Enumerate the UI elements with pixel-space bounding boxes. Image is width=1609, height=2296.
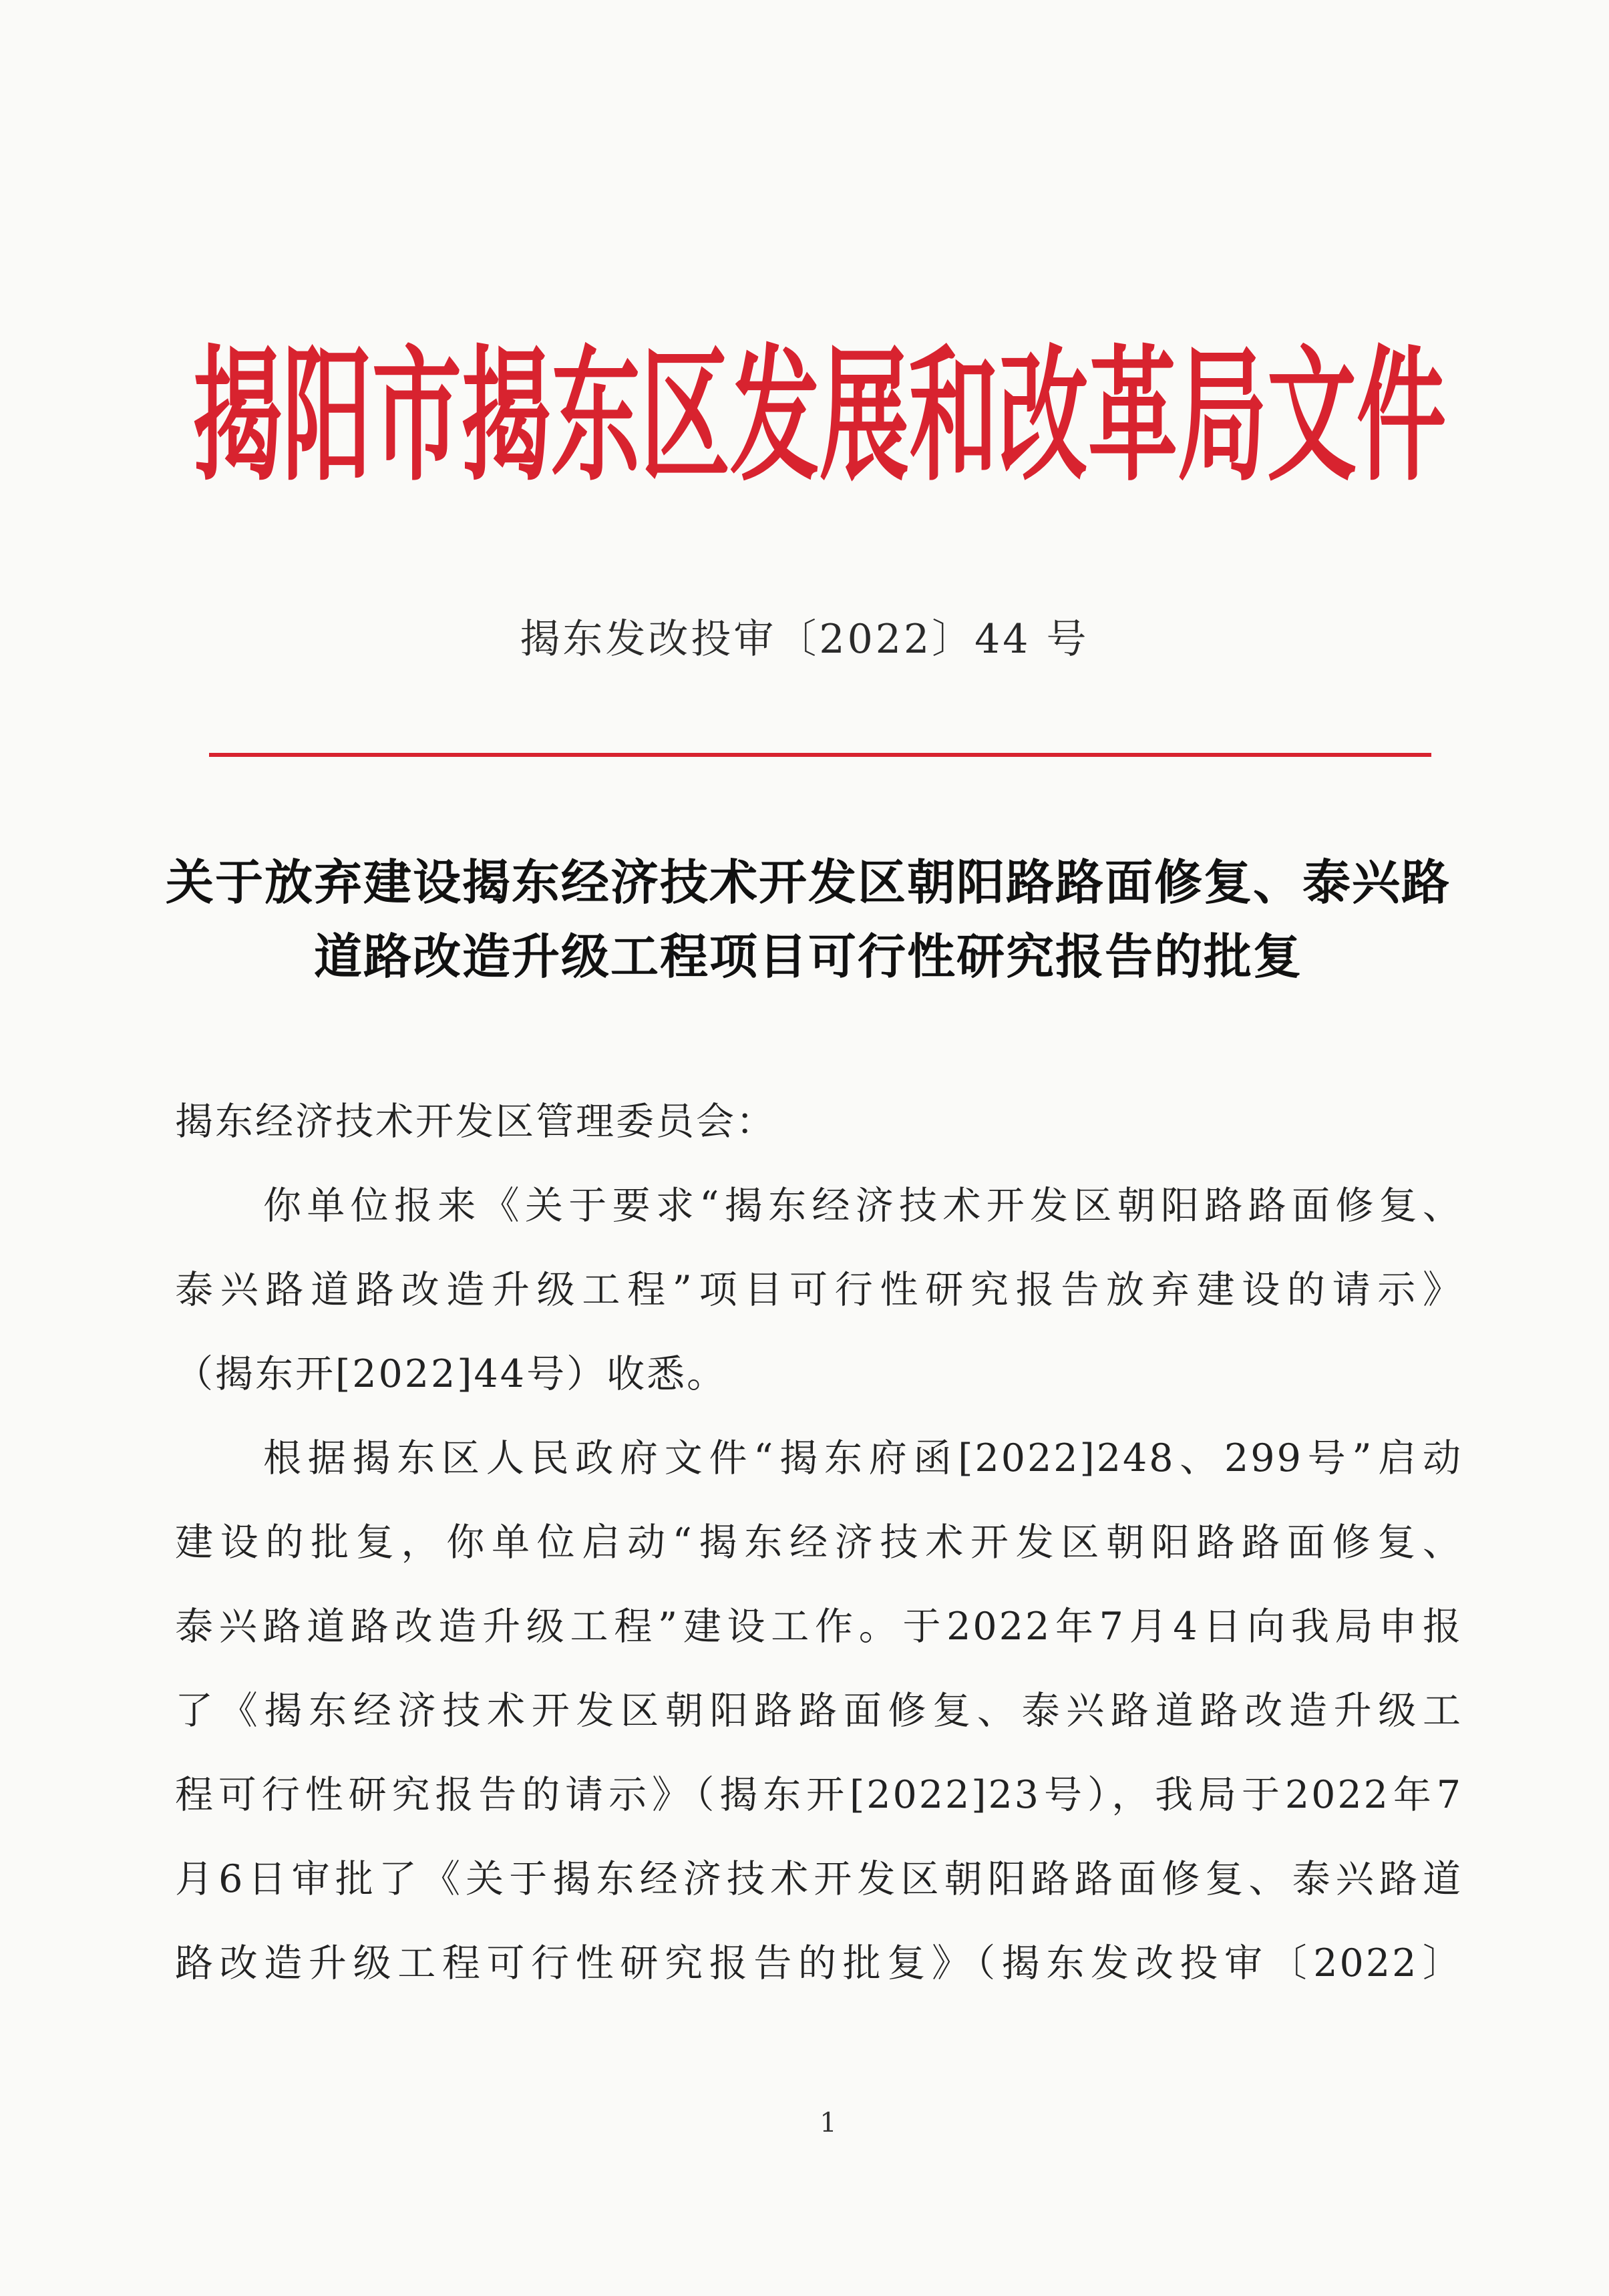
- document-number: 揭东发改投审〔2022〕44 号: [520, 616, 1089, 663]
- paragraph-2: [175, 1416, 1463, 2005]
- document-body: [175, 1080, 1463, 2005]
- document-title-line: 关于放弃建设揭东经济技术开发区朝阳路路面修复、泰兴路: [165, 854, 1451, 911]
- document-title: [13, 845, 1603, 993]
- salutation: 揭东经济技术开发区管理委员会：: [175, 1100, 776, 1144]
- paragraph-line: 你单位报来《关于要求“揭东经济技术开发区朝阳路路面修复、: [263, 1184, 1463, 1228]
- paragraph-line: 路改造升级工程可行性研究报告的批复》（揭东发改投审〔2022〕: [175, 1941, 1463, 1985]
- paragraph-line: 了《揭东经济技术开发区朝阳路路面修复、泰兴路道路改造升级工: [175, 1689, 1463, 1733]
- paragraph-line: 根据揭东区人民政府文件“揭东府函[2022]248、299号”启动: [263, 1436, 1463, 1480]
- paragraph-line: 月6日审批了《关于揭东经济技术开发区朝阳路路面修复、泰兴路道: [175, 1857, 1463, 1901]
- paragraph-line: 泰兴路道路改造升级工程”项目可行性研究报告放弃建设的请示》: [175, 1268, 1463, 1312]
- paragraph-1: [175, 1164, 1463, 1416]
- document-title-line: 道路改造升级工程项目可行性研究报告的批复: [313, 928, 1302, 985]
- paragraph-line: 程可行性研究报告的请示》（揭东开[2022]23号），我局于2022年7: [175, 1773, 1463, 1817]
- page-number: 1: [820, 2108, 837, 2138]
- masthead-title: 揭阳市揭东区发展和改革局文件: [192, 330, 1446, 501]
- red-divider-line: [209, 753, 1431, 757]
- paragraph-line: 泰兴路道路改造升级工程”建设工作。于2022年7月4日向我局申报: [175, 1605, 1463, 1649]
- paragraph-line: 建设的批复，你单位启动“揭东经济技术开发区朝阳路路面修复、: [175, 1520, 1463, 1565]
- paragraph-line: （揭东开[2022]44号）收悉。: [175, 1352, 727, 1396]
